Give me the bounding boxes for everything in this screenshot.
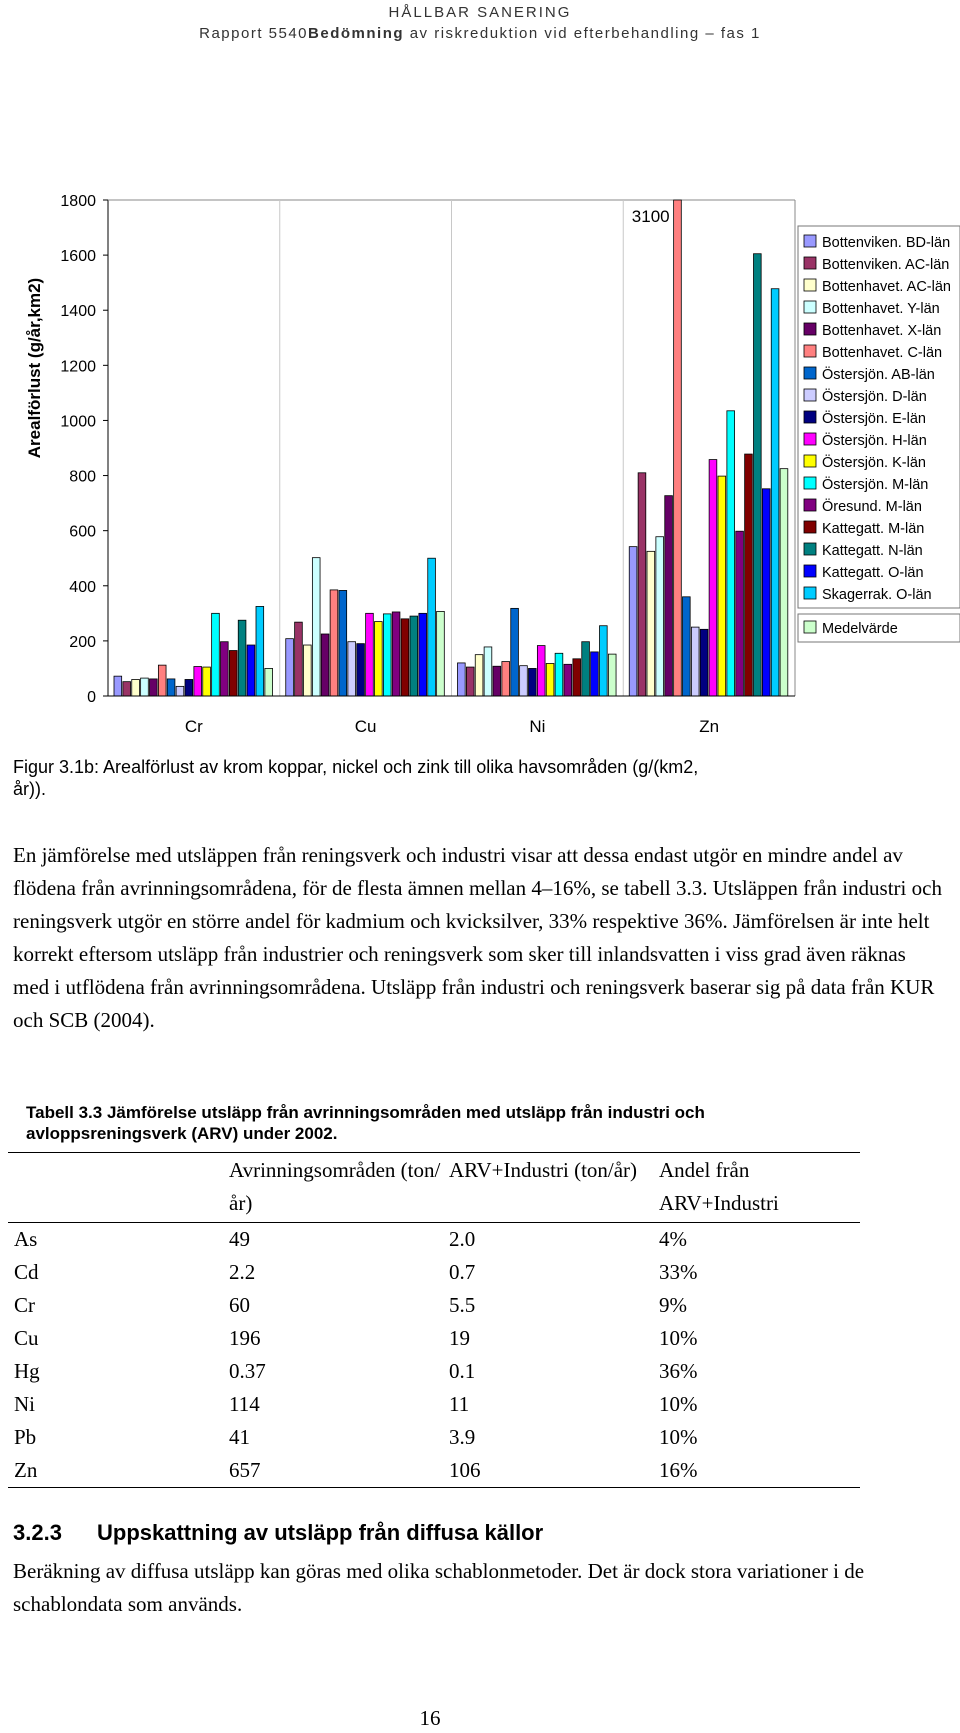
legend-swatch — [804, 257, 816, 269]
bar — [546, 663, 554, 696]
legend-swatch — [804, 433, 816, 445]
table-cell: 2.0 — [449, 1227, 476, 1251]
report-title-bold: Bedömning — [308, 25, 405, 42]
report-title-rest: av riskreduktion vid efterbehandling – fas 1 — [404, 25, 761, 42]
table-header-row — [8, 1153, 860, 1223]
legend-swatch — [804, 565, 816, 577]
table-cell: 33% — [659, 1260, 698, 1284]
legend-label: Medelvärde — [822, 621, 898, 637]
table-cell: 114 — [229, 1392, 260, 1416]
legend-swatch — [804, 587, 816, 599]
table-cell: 16% — [659, 1454, 860, 1488]
legend-swatch — [804, 455, 816, 467]
bar — [357, 644, 365, 696]
bar — [295, 622, 303, 696]
table-cell: 0.7 — [449, 1260, 476, 1284]
bar — [238, 620, 246, 696]
bar — [537, 646, 545, 696]
bar — [366, 613, 374, 696]
chart-legend — [798, 226, 960, 642]
legend-swatch — [804, 301, 816, 313]
table-cell: 10% — [659, 1326, 698, 1350]
legend-label: Bottenhavet. C-län — [822, 345, 943, 361]
table-cell: 36% — [659, 1359, 698, 1383]
table-row — [8, 1388, 860, 1421]
bar — [185, 679, 193, 696]
y-tick-label: 1000 — [60, 413, 96, 431]
legend-swatch — [804, 323, 816, 335]
legend-swatch — [804, 235, 816, 247]
bar — [683, 597, 691, 696]
bar — [229, 651, 237, 696]
table-cell: 196 — [229, 1326, 261, 1350]
table-row-label: Zn — [8, 1454, 229, 1488]
legend-label: Kattegatt. O-län — [822, 565, 924, 581]
bar — [573, 659, 581, 696]
bar — [582, 642, 590, 696]
arealforlust-bar-chart — [0, 180, 960, 740]
table-row — [8, 1421, 860, 1454]
table-cell: 41 — [229, 1425, 250, 1449]
table-header-cell: ARV+Industri (ton/år) — [449, 1153, 659, 1223]
table-row-label: Ni — [14, 1392, 35, 1416]
table-cell: 5.5 — [449, 1293, 476, 1317]
legend-label: Öresund. M-län — [822, 499, 922, 515]
bar — [600, 626, 608, 696]
legend-swatch — [804, 543, 816, 555]
bar — [762, 489, 770, 696]
table-row-label: Cu — [14, 1326, 39, 1350]
bar — [484, 647, 492, 696]
bar — [212, 613, 220, 696]
bar — [437, 611, 445, 696]
bar — [493, 666, 501, 696]
legend-swatch — [804, 279, 816, 291]
bar — [520, 666, 528, 696]
table-cell: 49 — [229, 1227, 250, 1251]
table-row — [8, 1322, 860, 1355]
legend-swatch — [804, 621, 816, 633]
chart-annotations — [632, 207, 670, 226]
table-cell: 3.9 — [449, 1425, 476, 1449]
bar — [410, 616, 418, 696]
table-caption: Tabell 3.3 Jämförelse utsläpp från avrinningsområden med utsläpp från industri och avloppsreningsverk (ARV) under 2002. — [26, 1103, 705, 1143]
bar — [339, 590, 347, 696]
legend-label: Östersjön. D-län — [822, 389, 927, 405]
bar — [691, 627, 699, 696]
bar — [383, 614, 391, 696]
bar — [304, 645, 312, 696]
table-row — [8, 1289, 860, 1322]
bar — [502, 662, 510, 696]
y-tick-label: 200 — [69, 633, 96, 651]
bar — [656, 537, 664, 696]
bar — [458, 663, 466, 696]
bar-series — [114, 200, 788, 696]
table-header-cell: Avrinningsområden (ton/år) — [229, 1153, 449, 1223]
legend-label: Östersjön. AB-län — [822, 367, 935, 383]
emissions-comparison-table — [8, 1152, 860, 1488]
section-body: Beräkning av diffusa utsläpp kan göras med olika schablonmetoder. Det är dock stora variationer i de schablondata som används. — [13, 1559, 865, 1616]
legend-swatch — [804, 411, 816, 423]
bar — [247, 645, 255, 696]
table-cell: 19 — [449, 1326, 470, 1350]
table-header-cell — [8, 1153, 229, 1223]
bar — [141, 678, 149, 696]
bar — [718, 476, 726, 696]
y-tick-label: 0 — [87, 689, 96, 706]
bar — [123, 682, 131, 696]
legend-label: Östersjön. M-län — [822, 477, 929, 493]
bar — [736, 531, 744, 696]
y-tick-label: 1400 — [60, 303, 96, 321]
section-heading — [13, 1519, 543, 1547]
bar — [754, 254, 762, 696]
bar — [780, 469, 788, 696]
legend-label: Bottenhavet. Y-län — [822, 301, 940, 317]
bar — [375, 622, 383, 696]
bar — [629, 547, 637, 696]
bar — [466, 667, 474, 696]
table-cell: 0.37 — [229, 1359, 266, 1383]
legend-swatch — [804, 345, 816, 357]
bar — [647, 551, 655, 696]
bar — [665, 496, 673, 696]
legend-label: Östersjön. E-län — [822, 411, 926, 427]
table-cell: 9% — [659, 1293, 687, 1317]
y-tick-label: 1600 — [60, 248, 96, 266]
bar — [286, 639, 294, 696]
legend-swatch — [804, 499, 816, 511]
table-cell: 657 — [229, 1454, 449, 1488]
legend-label: Östersjön. K-län — [822, 455, 926, 471]
table-cell: 11 — [449, 1392, 470, 1416]
report-subtitle — [0, 24, 960, 44]
bar — [221, 642, 229, 696]
table-row — [8, 1355, 860, 1388]
table-cell: 2.2 — [229, 1260, 256, 1284]
bar — [158, 665, 166, 696]
bar — [771, 289, 779, 696]
x-axis — [108, 696, 795, 736]
legend-label: Skagerrak. O-län — [822, 587, 932, 603]
table-header-cell: Andel från ARV+Industri — [659, 1153, 860, 1223]
x-tick-label: Cu — [354, 717, 377, 736]
bar — [511, 608, 519, 696]
y-axis-title: Arealförlust (g/år,km2) — [25, 277, 44, 459]
legend-swatch — [804, 521, 816, 533]
bar — [203, 667, 211, 696]
bar — [591, 652, 599, 696]
bar-value-annotation: 3100 — [631, 207, 670, 226]
table-row — [8, 1256, 860, 1289]
bar — [564, 664, 572, 696]
bar — [555, 653, 563, 696]
page-number: 16 — [419, 1706, 441, 1730]
legend-label: Östersjön. H-län — [822, 433, 927, 449]
bar — [256, 606, 264, 696]
bar — [132, 679, 140, 696]
bar — [401, 619, 409, 696]
y-tick-label: 400 — [69, 578, 96, 596]
table-row-label: Hg — [14, 1359, 40, 1383]
bar — [745, 454, 753, 696]
legend-swatch — [804, 389, 816, 401]
report-number: Rapport 5540 — [199, 25, 309, 42]
table-row-label: As — [14, 1227, 38, 1251]
legend-label: Bottenhavet. X-län — [822, 323, 942, 339]
bar — [330, 590, 338, 696]
bar — [709, 460, 717, 696]
body-paragraph: En jämförelse med utsläppen från reningsverk och industri visar att dessa endast utgör en mindre andel av flödena från avrinningsområdena, för de flesta ämnen mellan 4–16%, se tabell 3.3. Utsläppen från industri och reningsverk utgör en större andel för kadmium och kvicksilver, 33% respektive 36%. Jämförelsen är inte helt korrekt eftersom utsläpp från industrier och reningsverk som sker till inlandsvatten i viss grad även räknas med i utflödena från avrinningsområdena. Utsläpp från industri och reningsverk baserar sig på data från KUR och SCB (2004). — [13, 843, 942, 1032]
table-row — [8, 1454, 860, 1488]
legend-label: Kattegatt. M-län — [822, 521, 925, 537]
legend-swatch — [804, 477, 816, 489]
bar — [312, 558, 320, 696]
bar — [176, 686, 184, 696]
bar — [428, 558, 436, 696]
x-tick-label: Zn — [699, 717, 720, 736]
x-tick-label: Ni — [529, 717, 546, 736]
y-tick-label: 1800 — [60, 193, 96, 210]
bar — [727, 411, 735, 696]
x-tick-label: Cr — [184, 717, 203, 736]
bar — [419, 613, 427, 696]
bar — [348, 642, 356, 696]
running-header — [0, 0, 960, 44]
y-axis — [60, 193, 108, 706]
category-gridlines — [108, 200, 795, 696]
bar — [608, 654, 616, 696]
table-cell: 0.1 — [449, 1359, 476, 1383]
bar — [638, 473, 646, 696]
bar — [392, 612, 400, 696]
bar — [321, 634, 329, 696]
bar — [674, 200, 682, 696]
legend-swatch — [804, 367, 816, 379]
bar — [529, 668, 537, 696]
table-cell: 4% — [659, 1227, 687, 1251]
section-number: 3.2.3 — [13, 1520, 62, 1545]
legend-label: Bottenviken. AC-län — [822, 257, 950, 273]
report-series-title: HÅLLBAR SANERING — [388, 4, 572, 21]
bar — [114, 676, 122, 696]
table-cell: 106 — [449, 1454, 659, 1488]
table-row — [8, 1223, 860, 1257]
table-cell: 10% — [659, 1392, 698, 1416]
figure-caption: Figur 3.1b: Arealförlust av krom koppar, nickel och zink till olika havsområden (g/(km2, år)). — [13, 757, 699, 799]
legend-label: Kattegatt. N-län — [822, 543, 923, 559]
bar — [150, 679, 158, 696]
table-cell: 10% — [659, 1425, 698, 1449]
table-row-label: Cd — [14, 1260, 39, 1284]
section-title: Uppskattning av utsläpp från diffusa källor — [97, 1520, 544, 1545]
y-tick-label: 600 — [69, 523, 96, 541]
y-tick-label: 1200 — [60, 358, 96, 376]
bar — [475, 655, 483, 696]
table-row-label: Pb — [14, 1425, 37, 1449]
table-cell: 60 — [229, 1293, 250, 1317]
table-row-label: Cr — [14, 1293, 35, 1317]
bar — [167, 679, 175, 696]
bar — [265, 668, 273, 696]
legend-label: Bottenhavet. AC-län — [822, 279, 951, 295]
bar — [700, 629, 708, 696]
y-tick-label: 800 — [69, 468, 96, 486]
bar — [194, 667, 202, 696]
legend-label: Bottenviken. BD-län — [822, 235, 951, 251]
